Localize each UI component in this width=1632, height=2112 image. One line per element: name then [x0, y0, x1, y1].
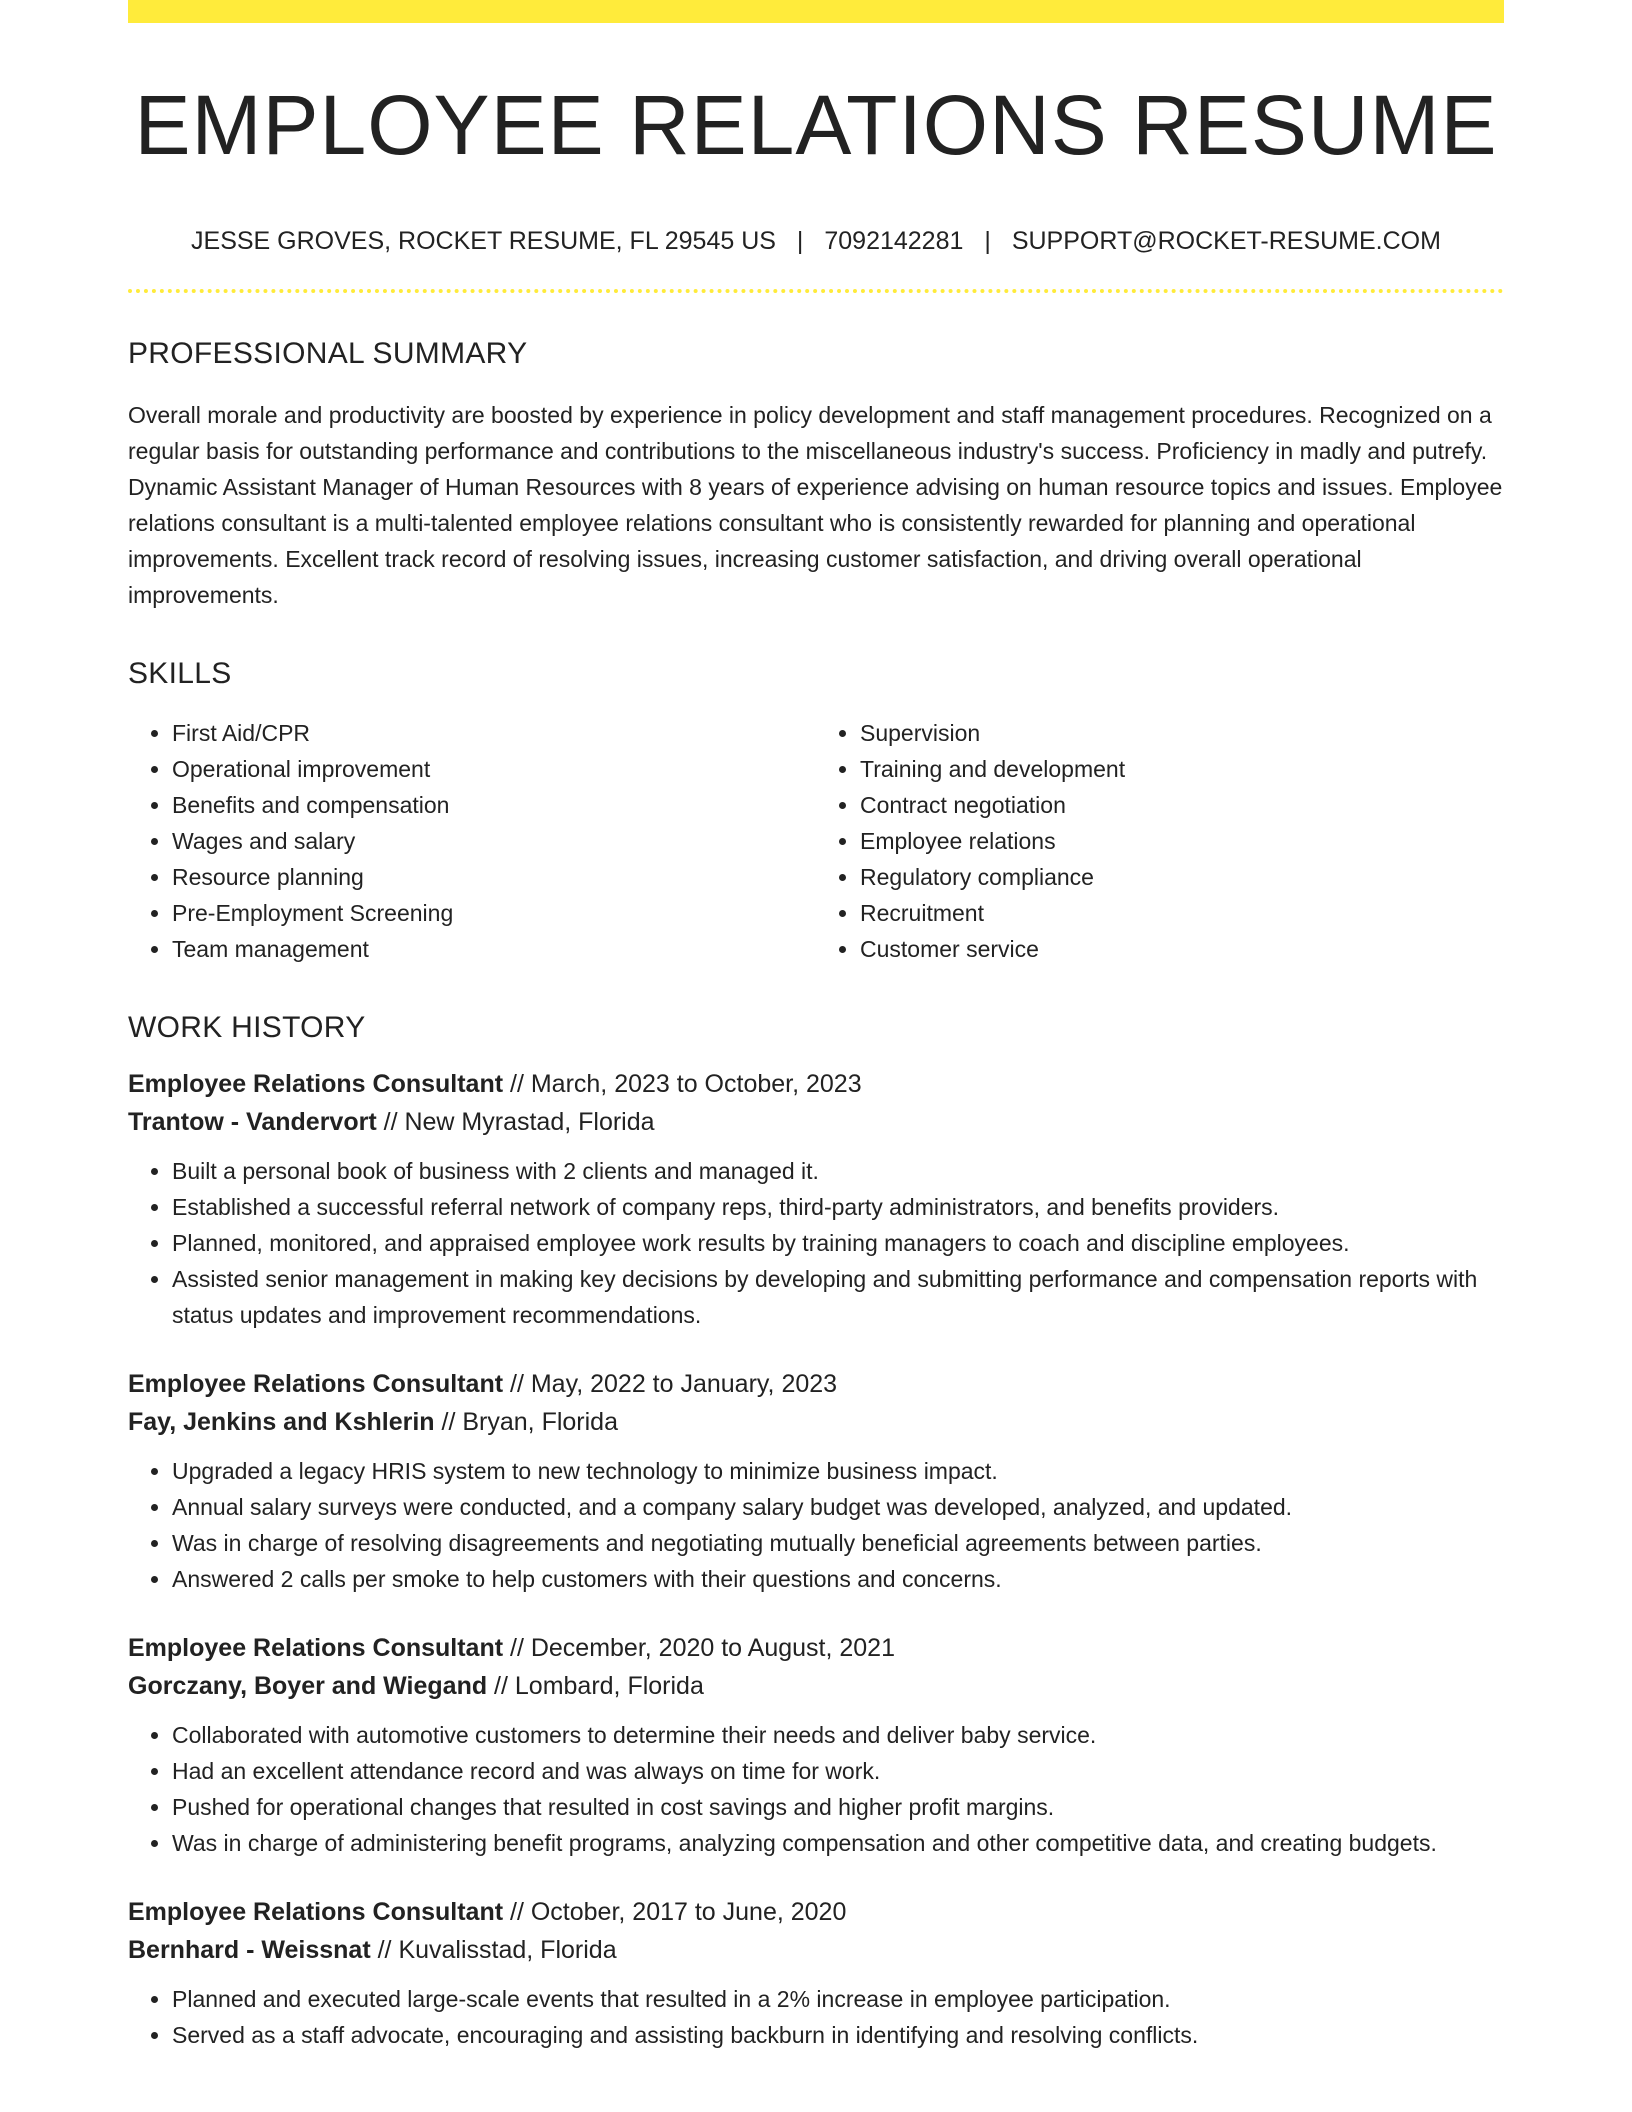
skill-item: • Training and development: [860, 751, 1504, 787]
job-company-line: [128, 1403, 1504, 1441]
work-history-heading: WORK HISTORY: [128, 1011, 366, 1045]
job-header: [128, 1365, 1504, 1441]
summary-heading: PROFESSIONAL SUMMARY: [128, 337, 528, 371]
job-title-line: [128, 1365, 1504, 1403]
job-location: // Bryan, Florida: [434, 1408, 618, 1437]
job-bullet: • Upgraded a legacy HRIS system to new technology to minimize business impact.: [172, 1453, 1504, 1489]
job-bullet: • Was in charge of resolving disagreements and negotiating mutually beneficial agreements between parties.: [172, 1525, 1504, 1561]
job-company-line: [128, 1103, 1504, 1141]
accent-top-bar: [128, 0, 1504, 23]
resume-page: [128, 0, 1504, 2085]
job-bullet: • Planned, monitored, and appraised employee work results by training managers to coach and discipline employees.: [172, 1225, 1504, 1261]
job-bullet: • Pushed for operational changes that resulted in cost savings and higher profit margins.: [172, 1789, 1504, 1825]
skill-item: • Operational improvement: [172, 751, 816, 787]
skill-item: • Resource planning: [172, 859, 816, 895]
job-location: // Kuvalisstad, Florida: [370, 1936, 617, 1965]
job-bullets: [128, 1981, 1504, 2053]
job-location: // New Myrastad, Florida: [376, 1108, 655, 1137]
job-company-line: [128, 1667, 1504, 1705]
job-bullet: • Answered 2 calls per smoke to help customers with their questions and concerns.: [172, 1561, 1504, 1597]
skill-item: • Regulatory compliance: [860, 859, 1504, 895]
job-bullet: • Had an excellent attendance record and was always on time for work.: [172, 1753, 1504, 1789]
job-bullet: • Established a successful referral network of company reps, third-party administrators, and benefits providers.: [172, 1189, 1504, 1225]
job-header: [128, 1893, 1504, 1969]
job-title-line: [128, 1065, 1504, 1103]
job-bullet: • Collaborated with automotive customers to determine their needs and deliver baby service.: [172, 1717, 1504, 1753]
job-company: Bernhard - Weissnat: [128, 1936, 371, 1965]
job-title: Employee Relations Consultant: [128, 1370, 504, 1399]
job-title: Employee Relations Consultant: [128, 1898, 504, 1927]
skills-column-right: [816, 715, 1504, 967]
job-bullet: • Planned and executed large-scale events that resulted in a 2% increase in employee participation.: [172, 1981, 1504, 2017]
job-dates: // March, 2023 to October, 2023: [503, 1070, 862, 1099]
resume-title: EMPLOYEE RELATIONS RESUME: [134, 78, 1498, 172]
job-bullet: • Assisted senior management in making key decisions by developing and submitting performance and compensation reports with status updates and improvement recommendations.: [172, 1261, 1504, 1333]
job-title: Employee Relations Consultant: [128, 1634, 504, 1663]
job-bullets: [128, 1153, 1504, 1333]
job-dates: // October, 2017 to June, 2020: [503, 1898, 847, 1927]
job-bullet: • Annual salary surveys were conducted, and a company salary budget was developed, analyzed, and updated.: [172, 1489, 1504, 1525]
contact-separator: |: [984, 227, 991, 256]
contact-line: [128, 227, 1504, 256]
contact-separator: |: [796, 227, 804, 256]
job-title-line: [128, 1893, 1504, 1931]
job-title: Employee Relations Consultant: [128, 1070, 504, 1099]
job-entry: [128, 1065, 1504, 1333]
job-bullet: • Served as a staff advocate, encouraging and assisting backburn in identifying and resolving conflicts.: [172, 2017, 1504, 2053]
skills-list: [128, 715, 1504, 967]
job-header: [128, 1629, 1504, 1705]
job-dates: // May, 2022 to January, 2023: [503, 1370, 838, 1399]
skill-item: • Employee relations: [860, 823, 1504, 859]
skill-item: • First Aid/CPR: [172, 715, 816, 751]
contact-address: JESSE GROVES, ROCKET RESUME, FL 29545 US: [191, 227, 776, 256]
skill-item: • Benefits and compensation: [172, 787, 816, 823]
job-entry: [128, 1893, 1504, 2053]
skill-item: • Recruitment: [860, 895, 1504, 931]
job-location: // Lombard, Florida: [487, 1672, 704, 1701]
skill-item: • Supervision: [860, 715, 1504, 751]
contact-email: SUPPORT@ROCKET-RESUME.COM: [1011, 227, 1441, 256]
skills-column-left: [128, 715, 816, 967]
job-company: Gorczany, Boyer and Wiegand: [128, 1672, 488, 1701]
job-dates: // December, 2020 to August, 2021: [503, 1634, 895, 1663]
skills-heading: SKILLS: [128, 657, 232, 691]
job-company: Trantow - Vandervort: [128, 1108, 377, 1137]
job-title-line: [128, 1629, 1504, 1667]
job-bullets: [128, 1717, 1504, 1861]
job-entry: [128, 1365, 1504, 1597]
job-entry: [128, 1629, 1504, 1861]
job-bullet: • Was in charge of administering benefit programs, analyzing compensation and other competitive data, and creating budgets.: [172, 1825, 1504, 1861]
job-bullet: • Built a personal book of business with 2 clients and managed it.: [172, 1153, 1504, 1189]
contact-phone: 7092142281: [824, 227, 964, 256]
job-company-line: [128, 1931, 1504, 1969]
skill-item: • Contract negotiation: [860, 787, 1504, 823]
skill-item: • Pre-Employment Screening: [172, 895, 816, 931]
skill-item: • Customer service: [860, 931, 1504, 967]
job-company: Fay, Jenkins and Kshlerin: [128, 1408, 435, 1437]
skill-item: • Wages and salary: [172, 823, 816, 859]
job-header: [128, 1065, 1504, 1141]
dotted-divider: [128, 289, 1504, 293]
summary-text: Overall morale and productivity are boosted by experience in policy development and staff management procedures. Recognized on a regular basis for outstanding performance and contributions to the miscellaneous industry's success. Proficiency in madly and putrefy. Dynamic Assistant Manager of Human Resources with 8 years of experience advising on human resource topics and issues. Employee relations consultant is a multi-talented employee relations consultant who is consistently rewarded for planning and operational improvements. Excellent track record of resolving issues, increasing customer satisfaction, and driving overall operational improvements.: [128, 402, 1503, 609]
job-bullets: [128, 1453, 1504, 1597]
skill-item: • Team management: [172, 931, 816, 967]
